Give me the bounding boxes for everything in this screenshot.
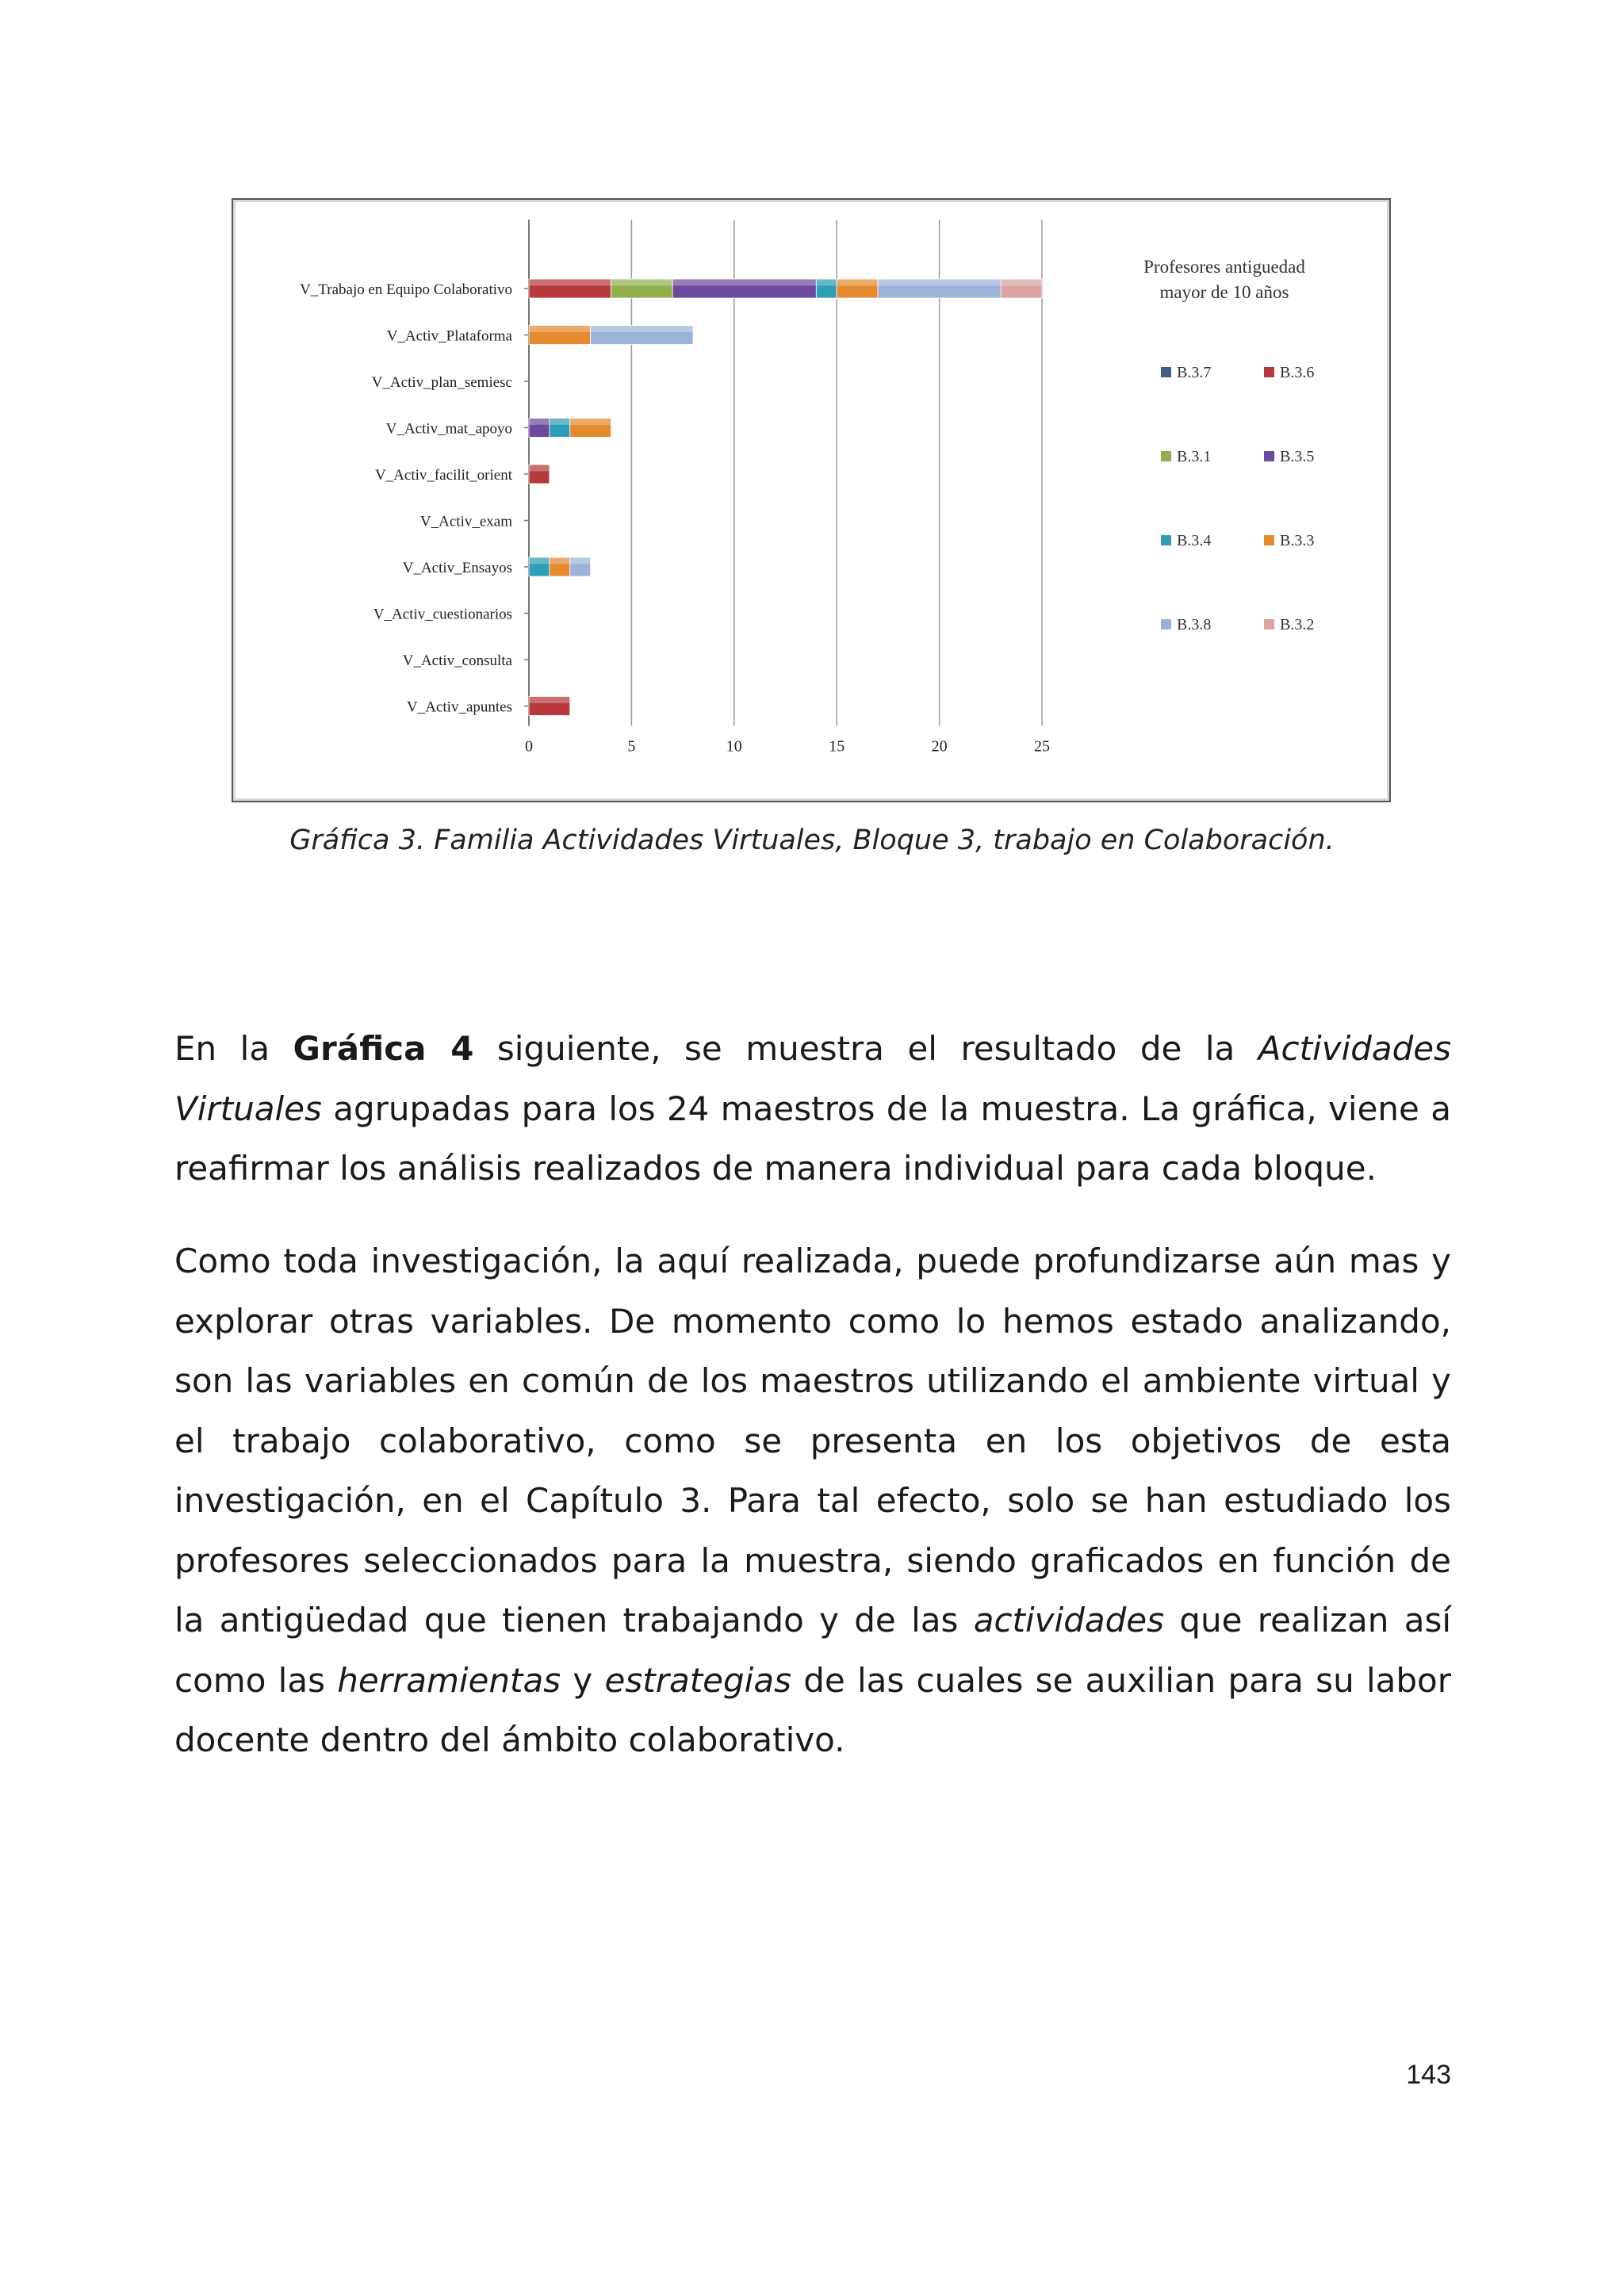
- bar-highlight: [529, 557, 550, 564]
- x-tick-label: 20: [931, 737, 948, 756]
- legend-swatch: [1161, 451, 1171, 461]
- bar-highlight: [529, 465, 550, 471]
- bar-highlight: [611, 279, 673, 285]
- legend-label: B.3.5: [1280, 448, 1315, 465]
- legend-swatch: [1264, 619, 1274, 629]
- bar-highlight: [550, 557, 570, 564]
- bar-highlight: [878, 279, 1001, 285]
- stacked-bar-chart: [233, 200, 1389, 801]
- page-number: 143: [1406, 2060, 1451, 2090]
- legend-label: B.3.7: [1177, 364, 1212, 381]
- paragraph-2: [174, 1231, 1451, 1770]
- paragraph-1-text-b: siguiente, se muestra el resultado de la: [473, 1029, 1258, 1068]
- paragraph-1-italic: Actividades Virtuales: [174, 1029, 1452, 1128]
- category-label: V_Trabajo en Equipo Colaborativo: [300, 281, 512, 298]
- paragraph-2-italic-actividades: actividades: [973, 1601, 1164, 1640]
- legend-label: B.3.3: [1280, 532, 1315, 549]
- category-label: V_Activ_Ensayos: [402, 560, 512, 576]
- bar-highlight: [570, 419, 611, 425]
- x-tick-label: 10: [726, 737, 742, 756]
- paragraph-2-italic-estrategias: estrategias: [604, 1660, 791, 1700]
- paragraph-2-text-a: Como toda investigación, la aquí realizada, puede profundizarse aún mas y explorar otras variables. De momento como lo hemos estado analizando, son las variables en común de los maestros utilizando el ambiente virtual y el trabajo colaborativo, como se presenta en los objetivos de esta investigación, en el Capítulo 3. Para tal efecto, solo se han estudiado los profesores seleccionados para la muestra, siendo graficados en función de la antigüedad que tienen trabajando y de las: [174, 1242, 1451, 1640]
- paragraph-1-bold-ref: Gráfica 4: [293, 1029, 474, 1068]
- legend-title: Profesores antiguedad: [1143, 257, 1305, 277]
- category-label: V_Activ_consulta: [402, 652, 512, 669]
- paragraph-2-text-b: que realizan así como las: [174, 1601, 1452, 1700]
- bar-highlight: [816, 279, 837, 285]
- bar-highlight: [529, 697, 570, 703]
- x-tick-label: 0: [525, 737, 533, 756]
- category-label: V_Activ_mat_apoyo: [385, 420, 512, 438]
- category-label: V_Activ_exam: [419, 513, 512, 530]
- category-label: V_Activ_cuestionarios: [373, 606, 512, 623]
- paragraph-2-italic-herramientas: herramientas: [337, 1660, 561, 1700]
- paragraph-2-text-d: de las cuales se auxilian para su labor docente dentro del ámbito colaborativo.: [174, 1660, 1451, 1759]
- legend-swatch: [1161, 619, 1171, 629]
- paragraph-1: [174, 1019, 1451, 1199]
- paragraph-2-text-c: y: [561, 1660, 605, 1700]
- legend-label: B.3.6: [1280, 364, 1315, 381]
- legend-swatch: [1264, 367, 1274, 377]
- bar-highlight: [529, 326, 591, 332]
- legend-swatch: [1161, 535, 1171, 545]
- legend-swatch: [1264, 451, 1274, 461]
- category-label: V_Activ_facilit_orient: [374, 467, 512, 484]
- x-tick-label: 5: [627, 737, 636, 756]
- bar-highlight: [1001, 279, 1042, 285]
- chart-figure: [232, 198, 1391, 802]
- bar-highlight: [591, 326, 693, 332]
- legend-label: B.3.4: [1177, 532, 1212, 549]
- bar-highlight: [570, 557, 591, 564]
- bar-highlight: [672, 279, 816, 285]
- legend-swatch: [1161, 367, 1171, 377]
- x-tick-label: 15: [829, 737, 845, 756]
- figure-caption: Gráfica 3. Familia Actividades Virtuales, Bloque 3, trabajo en Colaboración.: [289, 825, 1335, 856]
- legend-title: mayor de 10 años: [1159, 282, 1289, 302]
- category-label: V_Activ_Plataforma: [386, 327, 512, 345]
- paragraph-1-text-a: En la: [174, 1029, 293, 1068]
- bar-highlight: [837, 279, 878, 285]
- legend-label: B.3.2: [1280, 616, 1315, 633]
- paragraph-1-text-c: agrupadas para los 24 maestros de la muestra. La gráfica, viene a reafirmar los análisis realizados de manera individual para cada bloque.: [174, 1089, 1451, 1188]
- bar-highlight: [529, 279, 611, 285]
- bar-highlight: [550, 419, 570, 425]
- legend-swatch: [1264, 535, 1274, 545]
- x-tick-label: 25: [1034, 737, 1050, 756]
- category-label: V_Activ_plan_semiesc: [371, 374, 512, 391]
- legend-label: B.3.1: [1177, 448, 1212, 465]
- legend-label: B.3.8: [1177, 616, 1212, 633]
- bar-highlight: [529, 419, 550, 425]
- category-label: V_Activ_apuntes: [407, 698, 512, 716]
